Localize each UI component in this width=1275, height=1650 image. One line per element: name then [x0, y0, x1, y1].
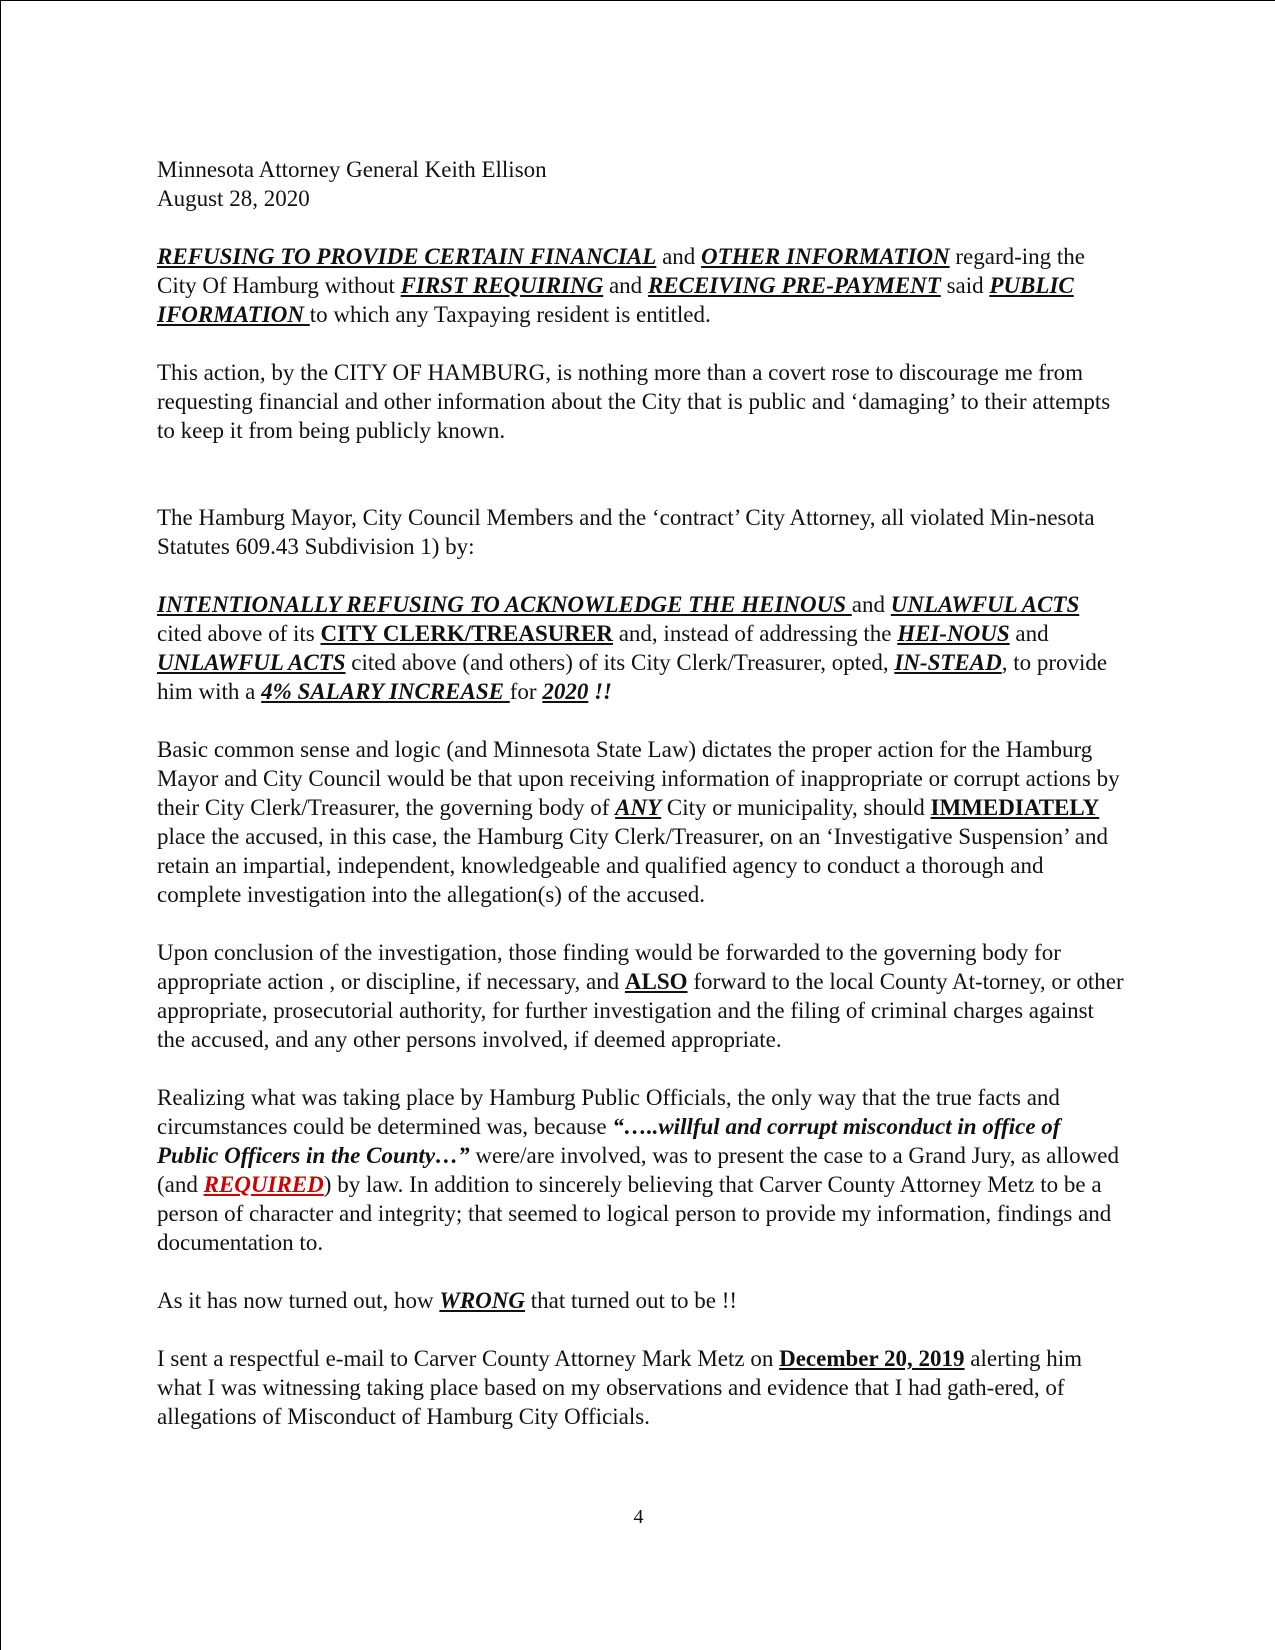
- paragraph-covert-action: This action, by the CITY OF HAMBURG, is nothing more than a covert rose to discourage me from requesting financial and other information about the City that is public and ‘damaging’ to their attempts to keep it from being publicly known.: [157, 360, 1111, 443]
- emphasis-text: INTENTIONALLY REFUSING TO ACKNOWLEDGE THE HEINOUS: [157, 592, 852, 617]
- letter-date: August 28, 2020: [157, 186, 310, 211]
- body-text: As it has now turned out, how: [157, 1288, 440, 1313]
- emphasis-text: December 20, 2019: [779, 1346, 965, 1371]
- quote-text: “…..willful and corrupt misconduct in office of Public Officers in the County…”: [157, 1114, 1061, 1168]
- recipient-line: Minnesota Attorney General Keith Ellison: [157, 157, 547, 182]
- body-text: cited above of its: [157, 621, 321, 646]
- body-text: were/are involved, was to present the case to a Grand Jury, as allowed (and: [157, 1143, 1119, 1197]
- body-text: ) by law. In addition to sincerely believing that Carver County Attorney Metz to be a person of character and integrity; that seemed to logical person to provide my information, findings and documentation to.: [157, 1172, 1112, 1255]
- body-text: to which any Taxpaying resident is entitled.: [309, 302, 711, 327]
- emphasis-text: UNLAWFUL ACTS: [890, 592, 1080, 617]
- emphasis-text: !!: [594, 679, 612, 704]
- paragraph-common-sense: [157, 735, 1125, 909]
- body-text: that turned out to be !!: [525, 1288, 738, 1313]
- emphasis-text: OTHER INFORMATION: [701, 244, 950, 269]
- body-text: forward to the local County At-torney, or other appropriate, prosecutorial authority, for further investigation and the filing of criminal charges against the accused, and any other persons involved, if deemed appropriate.: [157, 969, 1124, 1052]
- body-text: Basic common sense and logic (and Minnesota State Law) dictates the proper action for the Hamburg Mayor and City Council would be that upon receiving information of inappropriate or corrupt actions by their City Clerk/Treasurer, the governing body of: [157, 737, 1120, 820]
- body-text: and: [603, 273, 648, 298]
- emphasis-text: ALSO: [624, 969, 688, 994]
- emphasis-text: ANY: [615, 795, 662, 820]
- paragraph-statute-violation: The Hamburg Mayor, City Council Members and the ‘contract’ City Attorney, all violated Min-nesota Statutes 609.43 Subdivision 1) by:: [157, 505, 1095, 559]
- emphasis-text: IMMEDIATELY: [930, 795, 1100, 820]
- paragraph-wrong: [157, 1286, 1125, 1315]
- emphasis-text: RECEIVING PRE-PAYMENT: [647, 273, 941, 298]
- body-text: and: [1009, 621, 1049, 646]
- body-text: for: [509, 679, 543, 704]
- emphasis-text: REFUSING TO PROVIDE CERTAIN FINANCIAL: [157, 244, 657, 269]
- emphasis-text: IN-STEAD: [894, 650, 1002, 675]
- paragraph-email: [157, 1344, 1125, 1431]
- page-number: 4: [633, 1506, 644, 1528]
- emphasis-text: HEI-NOUS: [897, 621, 1010, 646]
- emphasis-text: FIRST REQUIRING: [400, 273, 604, 298]
- emphasis-text: 2020: [542, 679, 589, 704]
- paragraph-refusal: [157, 242, 1125, 329]
- body-text: and: [656, 244, 702, 269]
- paragraph-grand-jury: [157, 1083, 1125, 1257]
- body-text: alerting him what I was witnessing taking place based on my observations and evidence that I had gath-ered, of allegations of Misconduct of Hamburg City Officials.: [157, 1346, 1083, 1429]
- emphasis-text: PUBLIC IFORMATION: [157, 273, 1074, 327]
- body-text: and: [851, 592, 891, 617]
- body-text: Upon conclusion of the investigation, those finding would be forwarded to the governing body for appropriate action , or discipline, if necessary, and: [157, 940, 1061, 994]
- paragraph-salary-increase: [157, 590, 1125, 706]
- paragraph-investigation-conclusion: [157, 938, 1125, 1054]
- emphasis-text: REQUIRED: [203, 1172, 324, 1197]
- emphasis-text: UNLAWFUL ACTS: [157, 650, 346, 675]
- body-text: cited above (and others) of its City Clerk/Treasurer, opted,: [345, 650, 895, 675]
- body-text: Realizing what was taking place by Hamburg Public Officials, the only way that the true facts and circumstances could be determined was, because: [157, 1085, 1060, 1139]
- emphasis-text: WRONG: [439, 1288, 525, 1313]
- emphasis-text: 4% SALARY INCREASE: [261, 679, 510, 704]
- body-text: and, instead of addressing the: [612, 621, 898, 646]
- body-text: said: [940, 273, 990, 298]
- emphasis-text: CITY CLERK/TREASURER: [320, 621, 613, 646]
- body-text: , to provide him with a: [157, 650, 1108, 704]
- body-text: I sent a respectful e-mail to Carver County Attorney Mark Metz on: [157, 1346, 780, 1371]
- body-text: regard-ing the City Of Hamburg without: [157, 244, 1086, 298]
- letter-body: [157, 155, 1125, 1431]
- body-text: City or municipality, should: [661, 795, 931, 820]
- body-text: place the accused, in this case, the Hamburg City Clerk/Treasurer, on an ‘Investigative Suspension’ and retain an impartial, independent, knowledgeable and qualified agency to conduct a thorough and complete investigation into the allegation(s) of the accused.: [157, 824, 1108, 907]
